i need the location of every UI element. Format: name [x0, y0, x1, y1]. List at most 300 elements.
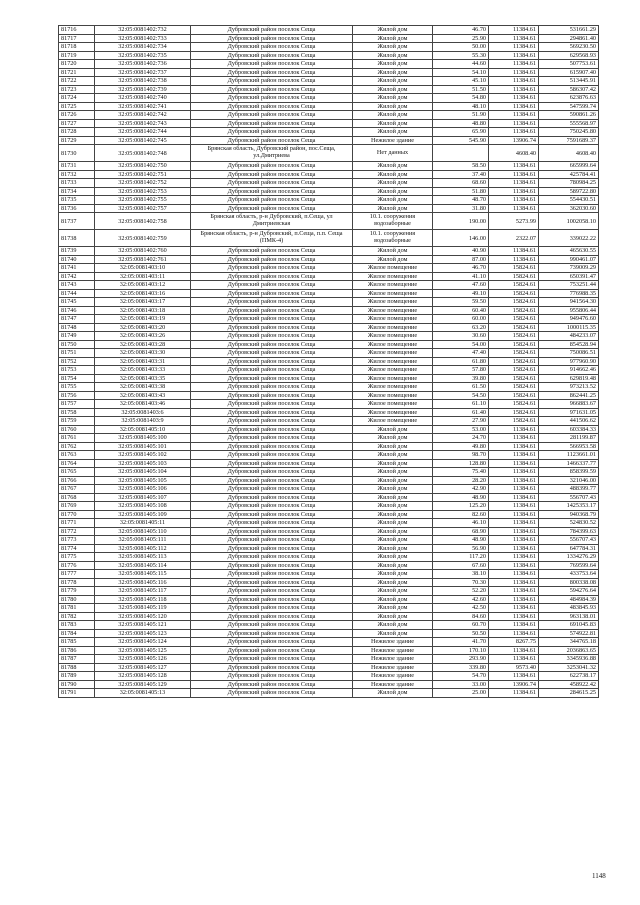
table-row: [59, 672, 599, 681]
area-value: 25.00: [433, 689, 489, 698]
area-value: 50.50: [433, 629, 489, 638]
table-row: [59, 638, 599, 647]
address: Дубровский район поселок Сеща: [191, 578, 353, 587]
cadastral-cost: 594276.64: [539, 587, 599, 596]
row-number: 81720: [59, 60, 95, 69]
address: Дубровский район поселок Сеща: [191, 451, 353, 460]
specific-value: 11384.61: [489, 655, 539, 664]
table-row: [59, 493, 599, 502]
cadastral-number: 32:05:0081405:107: [95, 493, 191, 502]
row-number: 81757: [59, 400, 95, 409]
area-value: 37.40: [433, 170, 489, 179]
cadastral-cost: 862441.25: [539, 391, 599, 400]
area-value: 61.10: [433, 400, 489, 409]
object-type: Жилой дом: [353, 553, 433, 562]
object-type: Нежилое здание: [353, 638, 433, 647]
cadastral-number: 32:05:0081402:742: [95, 111, 191, 120]
row-number: 81732: [59, 170, 95, 179]
object-type: Жилой дом: [353, 519, 433, 528]
specific-value: 11384.61: [489, 629, 539, 638]
cadastral-number: 32:05:0081402:737: [95, 68, 191, 77]
row-number: 81722: [59, 77, 95, 86]
cadastral-cost: 4608.40: [539, 145, 599, 162]
object-type: Жилое помещение: [353, 289, 433, 298]
specific-value: 11384.61: [489, 43, 539, 52]
specific-value: 11384.61: [489, 162, 539, 171]
address: Дубровский район поселок Сеща: [191, 544, 353, 553]
cadastral-cost: 858399.59: [539, 468, 599, 477]
cadastral-number: 32:05:0081403:30: [95, 349, 191, 358]
address: Дубровский район поселок Сеща: [191, 502, 353, 511]
cadastral-cost: 949476.60: [539, 315, 599, 324]
specific-value: 11384.61: [489, 77, 539, 86]
table-row: [59, 51, 599, 60]
cadastral-number: 32:05:0081402:758: [95, 213, 191, 230]
address: Дубровский район поселок Сеща: [191, 94, 353, 103]
table-row: [59, 442, 599, 451]
cadastral-number: 32:05:0081403:11: [95, 272, 191, 281]
cadastral-number: 32:05:0081403:16: [95, 289, 191, 298]
table-row: [59, 264, 599, 273]
table-row: [59, 612, 599, 621]
specific-value: 11384.61: [489, 561, 539, 570]
specific-value: 2322.07: [489, 230, 539, 247]
table-row: [59, 544, 599, 553]
table-row: [59, 417, 599, 426]
address: Дубровский район поселок Сеща: [191, 298, 353, 307]
table-row: [59, 349, 599, 358]
specific-value: 11384.61: [489, 672, 539, 681]
row-number: 81771: [59, 519, 95, 528]
object-type: Жилое помещение: [353, 374, 433, 383]
row-number: 81725: [59, 102, 95, 111]
specific-value: 15824.61: [489, 298, 539, 307]
cadastral-cost: 800338.08: [539, 578, 599, 587]
cadastral-number: 32:05:0081403:43: [95, 391, 191, 400]
table-row: [59, 476, 599, 485]
specific-value: 11384.61: [489, 578, 539, 587]
row-number: 81716: [59, 26, 95, 35]
area-value: 59.50: [433, 298, 489, 307]
area-value: 24.70: [433, 434, 489, 443]
cadastral-number: 32:05:0081402:732: [95, 26, 191, 35]
address: Дубровский район поселок Сеща: [191, 374, 353, 383]
row-number: 81741: [59, 264, 95, 273]
area-value: 61.50: [433, 383, 489, 392]
cadastral-cost: 465630.55: [539, 247, 599, 256]
area-value: [433, 145, 489, 162]
cadastral-number: 32:05:0081403:46: [95, 400, 191, 409]
cadastral-number: 32:05:0081403:33: [95, 366, 191, 375]
row-number: 81764: [59, 459, 95, 468]
cadastral-number: 32:05:0081405:11: [95, 519, 191, 528]
specific-value: 11384.61: [489, 493, 539, 502]
specific-value: 11384.61: [489, 94, 539, 103]
object-type: Жилой дом: [353, 604, 433, 613]
address: Дубровский район поселок Сеща: [191, 417, 353, 426]
specific-value: 8267.75: [489, 638, 539, 647]
table-row: [59, 170, 599, 179]
object-type: Жилой дом: [353, 434, 433, 443]
cadastral-cost: 433753.64: [539, 570, 599, 579]
row-number: 81721: [59, 68, 95, 77]
address: Дубровский район поселок Сеща: [191, 561, 353, 570]
area-value: 42.90: [433, 485, 489, 494]
object-type: Жилое помещение: [353, 332, 433, 341]
table-row: [59, 595, 599, 604]
object-type: Жилой дом: [353, 629, 433, 638]
cadastral-cost: 650391.47: [539, 272, 599, 281]
address: Дубровский район поселок Сеща: [191, 638, 353, 647]
address: Дубровский район поселок Сеща: [191, 349, 353, 358]
cadastral-number: 32:05:0081402:753: [95, 187, 191, 196]
row-number: 81717: [59, 34, 95, 43]
row-number: 81746: [59, 306, 95, 315]
object-type: Жилой дом: [353, 255, 433, 264]
object-type: 10.1. сооружения водозаборные: [353, 213, 433, 230]
specific-value: 11384.61: [489, 111, 539, 120]
cadastral-number: 32:05:0081403:12: [95, 281, 191, 290]
specific-value: 11384.61: [489, 128, 539, 137]
specific-value: 11384.61: [489, 604, 539, 613]
specific-value: 15824.61: [489, 366, 539, 375]
cadastral-cost: 590861.26: [539, 111, 599, 120]
specific-value: 11384.61: [489, 485, 539, 494]
cadastral-cost: 586307.42: [539, 85, 599, 94]
object-type: Жилой дом: [353, 570, 433, 579]
cadastral-number: 32:05:0081405:116: [95, 578, 191, 587]
cadastral-cost: 554430.51: [539, 196, 599, 205]
specific-value: 15824.61: [489, 306, 539, 315]
row-number: 81761: [59, 434, 95, 443]
object-type: Жилое помещение: [353, 383, 433, 392]
specific-value: 11384.61: [489, 60, 539, 69]
object-type: Жилой дом: [353, 595, 433, 604]
area-value: 48.70: [433, 196, 489, 205]
address: Дубровский район поселок Сеща: [191, 255, 353, 264]
cadastral-number: 32:05:0081405:112: [95, 544, 191, 553]
row-number: 81737: [59, 213, 95, 230]
cadastral-cost: 2036863.65: [539, 646, 599, 655]
area-value: 84.60: [433, 612, 489, 621]
address: Дубровский район поселок Сеща: [191, 408, 353, 417]
area-value: 51.80: [433, 187, 489, 196]
object-type: Жилой дом: [353, 612, 433, 621]
table-row: [59, 425, 599, 434]
object-type: Нет данных: [353, 145, 433, 162]
row-number: 81768: [59, 493, 95, 502]
table-row: [59, 94, 599, 103]
row-number: 81770: [59, 510, 95, 519]
table-row: [59, 689, 599, 698]
row-number: 81755: [59, 383, 95, 392]
cadastral-number: 32:05:0081405:121: [95, 621, 191, 630]
table-row: [59, 629, 599, 638]
cadastral-number: 32:05:0081405:108: [95, 502, 191, 511]
cadastral-number: 32:05:0081402:745: [95, 136, 191, 145]
address: Дубровский район поселок Сеща: [191, 400, 353, 409]
cadastral-cost: 483845.93: [539, 604, 599, 613]
cadastral-number: 32:05:0081403:6: [95, 408, 191, 417]
cadastral-number: 32:05:0081402:736: [95, 60, 191, 69]
cadastral-cost: 566953.58: [539, 442, 599, 451]
area-value: 82.60: [433, 510, 489, 519]
cadastral-cost: 784399.63: [539, 527, 599, 536]
cadastral-cost: 941564.30: [539, 298, 599, 307]
object-type: Жилой дом: [353, 510, 433, 519]
address: Дубровский район поселок Сеща: [191, 77, 353, 86]
specific-value: 11384.61: [489, 459, 539, 468]
cadastral-number: 32:05:0081405:100: [95, 434, 191, 443]
address: Дубровский район поселок Сеща: [191, 272, 353, 281]
cadastral-number: 32:05:0081402:744: [95, 128, 191, 137]
specific-value: 11384.61: [489, 451, 539, 460]
specific-value: 11384.61: [489, 519, 539, 528]
row-number: 81754: [59, 374, 95, 383]
table-row: [59, 561, 599, 570]
area-value: 38.10: [433, 570, 489, 579]
object-type: Жилое помещение: [353, 391, 433, 400]
row-number: 81772: [59, 527, 95, 536]
area-value: 117.20: [433, 553, 489, 562]
area-value: 87.00: [433, 255, 489, 264]
area-value: 48.90: [433, 536, 489, 545]
cadastral-cost: 441506.62: [539, 417, 599, 426]
specific-value: 11384.61: [489, 247, 539, 256]
area-value: 61.80: [433, 357, 489, 366]
cadastral-number: 32:05:0081405:113: [95, 553, 191, 562]
address: Дубровский район поселок Сеща: [191, 468, 353, 477]
cadastral-number: 32:05:0081402:741: [95, 102, 191, 111]
address: Дубровский район поселок Сеща: [191, 26, 353, 35]
cadastral-cost: 339022.22: [539, 230, 599, 247]
cadastral-number: 32:05:0081405:103: [95, 459, 191, 468]
row-number: 81718: [59, 43, 95, 52]
area-value: 49.80: [433, 442, 489, 451]
address: Дубровский район поселок Сеща: [191, 680, 353, 689]
specific-value: 11384.61: [489, 646, 539, 655]
address: Дубровский район поселок Сеща: [191, 51, 353, 60]
address: Дубровский район поселок Сеща: [191, 340, 353, 349]
specific-value: 15824.61: [489, 383, 539, 392]
cadastral-cost: 294861.40: [539, 34, 599, 43]
specific-value: 11384.61: [489, 34, 539, 43]
specific-value: 11384.61: [489, 527, 539, 536]
cadastral-cost: 776988.35: [539, 289, 599, 298]
row-number: 81739: [59, 247, 95, 256]
cadastral-number: 32:05:0081405:118: [95, 595, 191, 604]
cadastral-number: 32:05:0081405:120: [95, 612, 191, 621]
row-number: 81734: [59, 187, 95, 196]
address: Дубровский район поселок Сеща: [191, 510, 353, 519]
address: Дубровский район поселок Сеща: [191, 187, 353, 196]
area-value: 42.60: [433, 595, 489, 604]
cadastral-cost: 569230.50: [539, 43, 599, 52]
table-row: [59, 43, 599, 52]
cadastral-cost: 780984.25: [539, 179, 599, 188]
area-value: 55.30: [433, 51, 489, 60]
cadastral-number: 32:05:0081405:110: [95, 527, 191, 536]
area-value: 46.10: [433, 519, 489, 528]
address: Дубровский район поселок Сеща: [191, 111, 353, 120]
area-value: 58.50: [433, 162, 489, 171]
address: Дубровский район поселок Сеща: [191, 519, 353, 528]
cadastral-number: 32:05:0081405:109: [95, 510, 191, 519]
table-row: [59, 298, 599, 307]
area-value: 45.10: [433, 77, 489, 86]
row-number: 81769: [59, 502, 95, 511]
row-number: 81762: [59, 442, 95, 451]
object-type: Жилой дом: [353, 587, 433, 596]
cadastral-cost: 321046.00: [539, 476, 599, 485]
object-type: Жилой дом: [353, 468, 433, 477]
specific-value: 11384.61: [489, 536, 539, 545]
table-row: [59, 162, 599, 171]
cadastral-number: 32:05:0081405:117: [95, 587, 191, 596]
table-row: [59, 68, 599, 77]
cadastral-cost: 484984.39: [539, 595, 599, 604]
specific-value: 15824.61: [489, 391, 539, 400]
cadastral-number: 32:05:0081405:125: [95, 646, 191, 655]
row-number: 81775: [59, 553, 95, 562]
row-number: 81759: [59, 417, 95, 426]
specific-value: 11384.61: [489, 179, 539, 188]
object-type: Жилой дом: [353, 26, 433, 35]
object-type: Жилой дом: [353, 621, 433, 630]
cadastral-number: 32:05:0081405:128: [95, 672, 191, 681]
specific-value: 15824.61: [489, 357, 539, 366]
table-row: [59, 204, 599, 213]
object-type: Жилое помещение: [353, 281, 433, 290]
cadastral-cost: 458922.42: [539, 680, 599, 689]
address: Дубровский район поселок Сеща: [191, 612, 353, 621]
area-value: 60.70: [433, 621, 489, 630]
cadastral-number: 32:05:0081405:10: [95, 425, 191, 434]
address: Дубровский район поселок Сеща: [191, 621, 353, 630]
specific-value: 11384.61: [489, 255, 539, 264]
cadastral-number: 32:05:0081402:751: [95, 170, 191, 179]
specific-value: 11384.61: [489, 102, 539, 111]
cadastral-cost: 623876.63: [539, 94, 599, 103]
area-value: 44.60: [433, 60, 489, 69]
cadastral-number: 32:05:0081402:733: [95, 34, 191, 43]
table-row: [59, 85, 599, 94]
object-type: Жилое помещение: [353, 417, 433, 426]
specific-value: 11384.61: [489, 595, 539, 604]
cadastral-cost: 507753.61: [539, 60, 599, 69]
cadastral-number: 32:05:0081403:19: [95, 315, 191, 324]
object-type: Жилой дом: [353, 493, 433, 502]
cadastral-number: 32:05:0081405:13: [95, 689, 191, 698]
specific-value: 13906.74: [489, 680, 539, 689]
cadastral-cost: 556707.43: [539, 536, 599, 545]
table-row: [59, 255, 599, 264]
object-type: Жилой дом: [353, 425, 433, 434]
table-row: [59, 434, 599, 443]
cadastral-cost: 1000115.35: [539, 323, 599, 332]
cadastral-number: 32:05:0081405:105: [95, 476, 191, 485]
object-type: Нежилое здание: [353, 672, 433, 681]
object-type: Жилой дом: [353, 247, 433, 256]
row-number: 81728: [59, 128, 95, 137]
table-row: [59, 247, 599, 256]
specific-value: 15824.61: [489, 408, 539, 417]
address: Дубровский район поселок Сеща: [191, 264, 353, 273]
area-value: 48.80: [433, 119, 489, 128]
area-value: 47.40: [433, 349, 489, 358]
cadastral-value-table: [58, 25, 599, 698]
table-row: [59, 145, 599, 162]
address: Дубровский район поселок Сеща: [191, 425, 353, 434]
cadastral-cost: 955806.44: [539, 306, 599, 315]
table-row: [59, 680, 599, 689]
object-type: Жилой дом: [353, 43, 433, 52]
table-row: [59, 459, 599, 468]
row-number: 81751: [59, 349, 95, 358]
area-value: 146.00: [433, 230, 489, 247]
address: Дубровский район поселок Сеща: [191, 595, 353, 604]
cadastral-cost: 603384.33: [539, 425, 599, 434]
specific-value: 11384.61: [489, 85, 539, 94]
area-value: 54.80: [433, 94, 489, 103]
address: Дубровский район поселок Сеща: [191, 332, 353, 341]
object-type: Жилой дом: [353, 527, 433, 536]
area-value: 190.00: [433, 213, 489, 230]
cadastral-number: 32:05:0081405:101: [95, 442, 191, 451]
address: Дубровский район поселок Сеща: [191, 391, 353, 400]
object-type: Жилой дом: [353, 476, 433, 485]
cadastral-cost: 990461.07: [539, 255, 599, 264]
object-type: Нежилое здание: [353, 680, 433, 689]
address: Дубровский район поселок Сеща: [191, 570, 353, 579]
object-type: Жилое помещение: [353, 366, 433, 375]
address: Дубровский район поселок Сеща: [191, 366, 353, 375]
object-type: Жилой дом: [353, 536, 433, 545]
cadastral-number: 32:05:0081402:761: [95, 255, 191, 264]
area-value: 53.00: [433, 425, 489, 434]
table-row: [59, 111, 599, 120]
cadastral-cost: 7591689.37: [539, 136, 599, 145]
cadastral-number: 32:05:0081403:9: [95, 417, 191, 426]
cadastral-cost: 647784.31: [539, 544, 599, 553]
table-row: [59, 663, 599, 672]
address: Дубровский район поселок Сеща: [191, 136, 353, 145]
specific-value: 15824.61: [489, 281, 539, 290]
address: Дубровский район поселок Сеща: [191, 119, 353, 128]
address: Дубровский район поселок Сеща: [191, 536, 353, 545]
address: Дубровский район поселок Сеща: [191, 85, 353, 94]
address: Дубровский район поселок Сеща: [191, 434, 353, 443]
area-value: 68.60: [433, 179, 489, 188]
row-number: 81747: [59, 315, 95, 324]
area-value: 30.60: [433, 332, 489, 341]
area-value: 40.90: [433, 247, 489, 256]
table-row: [59, 366, 599, 375]
table-row: [59, 527, 599, 536]
object-type: Жилой дом: [353, 451, 433, 460]
area-value: 47.60: [433, 281, 489, 290]
object-type: Жилой дом: [353, 68, 433, 77]
table-row: [59, 570, 599, 579]
object-type: Нежилое здание: [353, 655, 433, 664]
specific-value: 11384.61: [489, 68, 539, 77]
row-number: 81763: [59, 451, 95, 460]
cadastral-cost: 3345936.88: [539, 655, 599, 664]
cadastral-number: 32:05:0081403:17: [95, 298, 191, 307]
table-row: [59, 400, 599, 409]
cadastral-cost: 966883.67: [539, 400, 599, 409]
address: Дубровский район поселок Сеща: [191, 60, 353, 69]
